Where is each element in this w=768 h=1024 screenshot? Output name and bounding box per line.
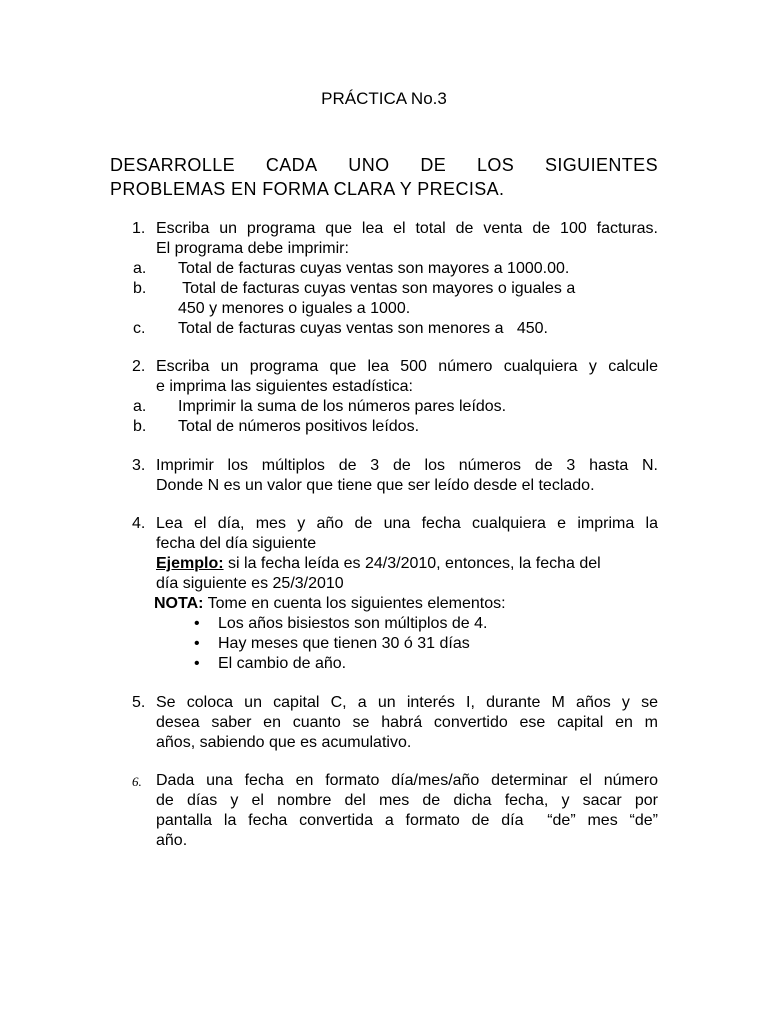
problem-line: Escriba un programa que lea el total de venta de 100 facturas. — [156, 220, 658, 237]
instructions-line-1 — [110, 153, 658, 177]
example-line: día siguiente es 25/3/2010 — [156, 575, 344, 592]
problem-2 — [110, 357, 658, 437]
sub-item-line: Total de facturas cuyas ventas son mayores o iguales a — [178, 280, 576, 297]
problem-line: de días y el nombre del mes de dicha fecha, y sacar por — [156, 792, 658, 809]
problem-number: 6. — [132, 774, 142, 789]
bullet-icon: • — [194, 635, 200, 652]
problem-line: años, sabiendo que es acumulativo. — [156, 734, 412, 751]
sub-item-line: Total de facturas cuyas ventas son mayores a 1000.00. — [178, 260, 570, 277]
sub-item-a — [110, 259, 658, 279]
problem-line: pantalla la fecha convertida a formato de día “de” mes “de” — [156, 812, 658, 829]
problem-number: 3. — [132, 457, 146, 474]
page-title: PRÁCTICA No.3 — [321, 89, 447, 108]
problem-line: e imprima las siguientes estadística: — [156, 378, 413, 395]
sub-item-label: a. — [133, 398, 147, 415]
problem-5 — [110, 693, 658, 753]
sub-item-line: Total de facturas cuyas ventas son menores a 450. — [178, 320, 548, 337]
problem-line: El programa debe imprimir: — [156, 240, 349, 257]
problem-line: Lea el día, mes y año de una fecha cualquiera e imprima la — [156, 515, 658, 532]
sub-item-c — [110, 319, 658, 339]
problem-6 — [110, 771, 658, 851]
problem-number: 4. — [132, 515, 146, 532]
note-line — [154, 594, 658, 614]
example-line — [156, 554, 658, 574]
problem-line: desea saber en cuanto se habrá convertido ese capital en m — [156, 714, 658, 731]
bullet-item — [110, 614, 658, 634]
problem-line: Escriba un programa que lea 500 número cualquiera y calcule — [156, 358, 658, 375]
bullet-text: Los años bisiestos son múltiplos de 4. — [218, 615, 488, 632]
problem-line: Donde N es un valor que tiene que ser leído desde el teclado. — [156, 477, 595, 494]
intro-word: UNO — [348, 155, 390, 175]
intro-word: DE — [420, 155, 447, 175]
bullet-item — [110, 654, 658, 674]
note-label: NOTA: — [154, 595, 204, 612]
note-text: Tome en cuenta los siguientes elementos: — [203, 595, 506, 612]
bullet-item — [110, 634, 658, 654]
problem-body — [156, 514, 658, 594]
sub-item-label: b. — [133, 280, 147, 297]
bullet-text: Hay meses que tienen 30 ó 31 días — [218, 635, 470, 652]
bullet-icon: • — [194, 655, 200, 672]
problem-number: 2. — [132, 358, 146, 375]
problem-1 — [110, 219, 658, 339]
problem-line: Se coloca un capital C, a un interés I, durante M años y se — [156, 694, 658, 711]
instructions — [110, 153, 658, 201]
sub-item-label: a. — [133, 260, 147, 277]
problem-3 — [110, 456, 658, 496]
sub-item-label: c. — [133, 320, 146, 337]
problem-4 — [110, 514, 658, 674]
intro-word: LOS — [476, 155, 515, 175]
problem-line: año. — [156, 832, 188, 849]
intro-word: CADA — [265, 155, 318, 175]
problem-body — [156, 456, 658, 496]
instructions-line-2: PROBLEMAS EN FORMA CLARA Y PRECISA. — [110, 179, 505, 199]
bullet-text: El cambio de año. — [218, 655, 347, 672]
intro-word: SIGUIENTES — [544, 155, 658, 175]
bullet-icon: • — [194, 615, 200, 632]
example-label: Ejemplo: — [156, 555, 224, 572]
problem-body — [156, 693, 658, 753]
sub-item-a — [110, 397, 658, 417]
sub-item-line: Imprimir la suma de los números pares leídos. — [178, 398, 507, 415]
sub-item-b — [110, 279, 658, 319]
problem-line: Imprimir los múltiplos de 3 de los números de 3 hasta N. — [156, 457, 658, 474]
sub-item-label: b. — [133, 418, 147, 435]
problem-line: fecha del día siguiente — [156, 535, 317, 552]
example-text: si la fecha leída es 24/3/2010, entonces, la fecha del — [223, 555, 601, 572]
sub-item-line: 450 y menores o iguales a 1000. — [178, 300, 411, 317]
sub-item-b — [110, 417, 658, 437]
problem-number: 5. — [132, 694, 146, 711]
problem-line: Dada una fecha en formato día/mes/año determinar el número — [156, 772, 658, 789]
problem-number: 1. — [132, 220, 146, 237]
problem-body — [156, 219, 658, 259]
problem-body — [156, 357, 658, 397]
intro-word: DESARROLLE — [110, 155, 236, 175]
sub-item-line: Total de números positivos leídos. — [178, 418, 420, 435]
problem-body — [156, 771, 658, 851]
